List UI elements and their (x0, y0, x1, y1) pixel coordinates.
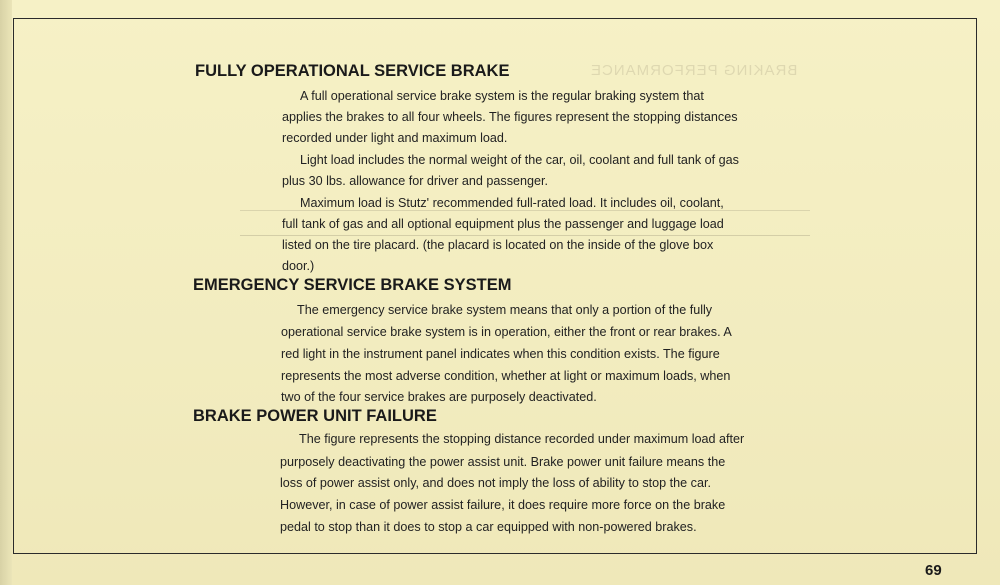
paragraph-line: A full operational service brake system is the regular braking system that (300, 89, 704, 103)
paragraph-line: The emergency service brake system means that only a portion of the fully (297, 303, 713, 317)
paragraph-line: operational service brake system is in operation, either the front or rear brakes. A (281, 325, 732, 339)
paragraph-line: Light load includes the normal weight of the car, oil, coolant and full tank of gas (300, 153, 739, 167)
paragraph-line: loss of power assist only, and does not imply the loss of ability to stop the car. (280, 476, 711, 490)
paragraph-line: pedal to stop than it does to stop a car equipped with non-powered brakes. (280, 520, 697, 534)
paragraph-line: plus 30 lbs. allowance for driver and passenger. (282, 174, 549, 188)
bleed-through-text: BRAKING PERFORMANCE (590, 62, 798, 79)
page-number: 69 (925, 562, 942, 579)
page-binding-edge (0, 0, 12, 585)
paragraph-line: full tank of gas and all optional equipment plus the passenger and luggage load (282, 217, 724, 231)
section-heading: BRAKE POWER UNIT FAILURE (193, 407, 437, 425)
paragraph-line: Maximum load is Stutz' recommended full-rated load. It includes oil, coolant, (300, 196, 724, 210)
section-heading: EMERGENCY SERVICE BRAKE SYSTEM (193, 276, 512, 294)
paragraph-line: The figure represents the stopping distance recorded under maximum load after (299, 432, 745, 446)
paragraph-line: purposely deactivating the power assist unit. Brake power unit failure means the (280, 455, 726, 469)
paragraph-line: However, in case of power assist failure, it does require more force on the brake (280, 498, 726, 512)
paragraph-line: red light in the instrument panel indicates when this condition exists. The figure (281, 347, 720, 361)
paragraph-line: applies the brakes to all four wheels. The figures represent the stopping distances (282, 110, 738, 124)
paragraph-line: door.) (282, 259, 315, 273)
paragraph-line: two of the four service brakes are purposely deactivated. (281, 390, 597, 404)
paragraph-line: represents the most adverse condition, whether at light or maximum loads, when (281, 369, 731, 383)
section-heading: FULLY OPERATIONAL SERVICE BRAKE (195, 62, 510, 80)
paragraph-line: recorded under light and maximum load. (282, 131, 508, 145)
paragraph-line: listed on the tire placard. (the placard is located on the inside of the glove box (282, 238, 714, 252)
